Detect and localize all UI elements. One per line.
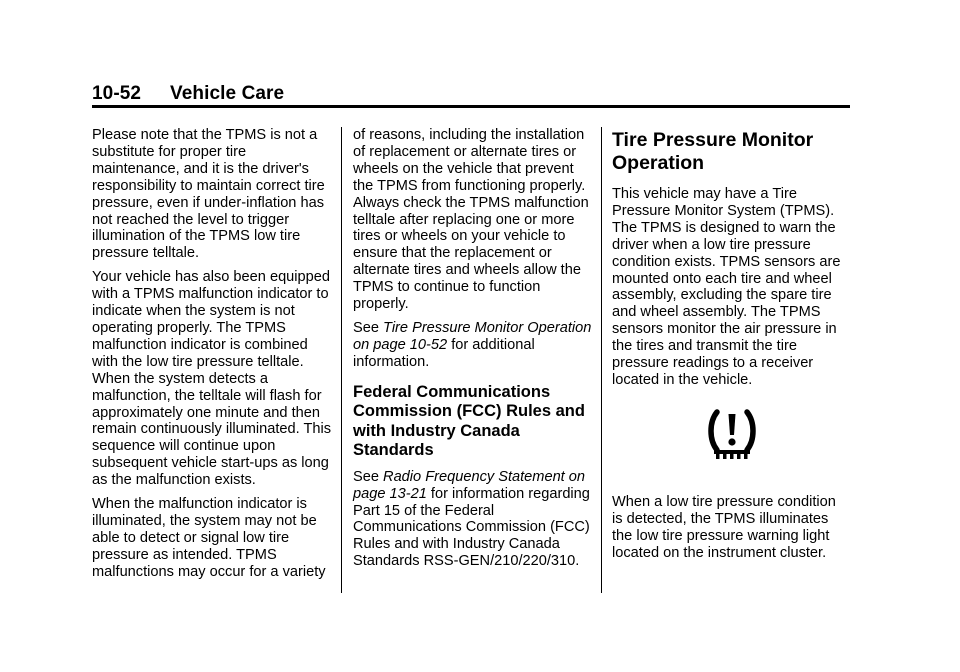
header-rule <box>92 105 850 108</box>
paragraph: This vehicle may have a Tire Pressure Monitor System (TPMS). The TPMS is designed to warn the driver when a low tire pressure condition exists. TPMS sensors are mounted onto each tire and wheel assembly, excluding the spare tire and wheel assembly. The TPMS sensors monitor the air pressure in the tires and transmit the tire pressure readings to a receiver located in the vehicle. <box>612 186 841 388</box>
page-number: 10-52 <box>92 83 142 104</box>
column-divider <box>601 127 602 593</box>
tpms-operation-link[interactable]: Tire Pressure Monitor Operation on page 10-52 <box>353 319 592 353</box>
paragraph: When a low tire pressure condition is detected, the TPMS illuminates the low tire pressure warning light located on the instrument cluster. <box>612 493 836 561</box>
paragraph: Your vehicle has also been equipped with a TPMS malfunction indicator to indicate when the system is not operating properly. The TPMS malfunction indicator is combined with the low tire pressure telltale. When the system detects a malfunction, the telltale will flash for approximately one minute and then remain continuously illuminated. This sequence will continue upon subsequent vehicle start-ups as long as the malfunction exists. <box>92 269 332 489</box>
radio-frequency-link[interactable]: Radio Frequency Statement on page 13-21 <box>353 468 586 502</box>
low-tire-pressure-warning-icon <box>705 408 759 460</box>
page-header <box>92 83 284 105</box>
cross-reference <box>353 320 593 371</box>
paragraph: When the malfunction indicator is illuminated, the system may not be able to detect or signal low tire pressure as intended. TPMS malfunctions may occur for a variety <box>92 496 326 580</box>
section-title: Vehicle Care <box>170 83 285 104</box>
see-prefix: See <box>353 319 384 336</box>
tpms-operation-heading: Tire Pressure Monitor Operation <box>612 129 814 174</box>
column-1 <box>92 127 332 588</box>
column-2 <box>353 127 593 577</box>
fcc-heading: Federal Communications Commission (FCC) Rules and with Industry Canada Standards <box>353 382 585 460</box>
see-suffix: for information regarding Part 15 of the Federal Communications Commission (FCC) Rules and with Industry Canada Standards RSS-GEN/210/220/310. <box>353 485 590 570</box>
cross-reference <box>353 469 593 570</box>
paragraph: of reasons, including the installation of replacement or alternate tires or wheels on the vehicle that prevent the TPMS from functioning properly. Always check the TPMS malfunction telltale after replacing one or more tires or wheels on your vehicle to ensure that the replacement or alternate tires and wheels allow the TPMS to continue to function properly. <box>353 127 589 313</box>
column-divider <box>341 127 342 593</box>
paragraph: Please note that the TPMS is not a substitute for proper tire maintenance, and it is the driver's responsibility to maintain correct tire pressure, even if under-inflation has not reached the level to trigger illumination of the TPMS low tire pressure telltale. <box>92 127 325 262</box>
column-3 <box>612 127 850 569</box>
see-suffix: for additional information. <box>353 336 535 370</box>
see-prefix: See <box>353 468 384 485</box>
